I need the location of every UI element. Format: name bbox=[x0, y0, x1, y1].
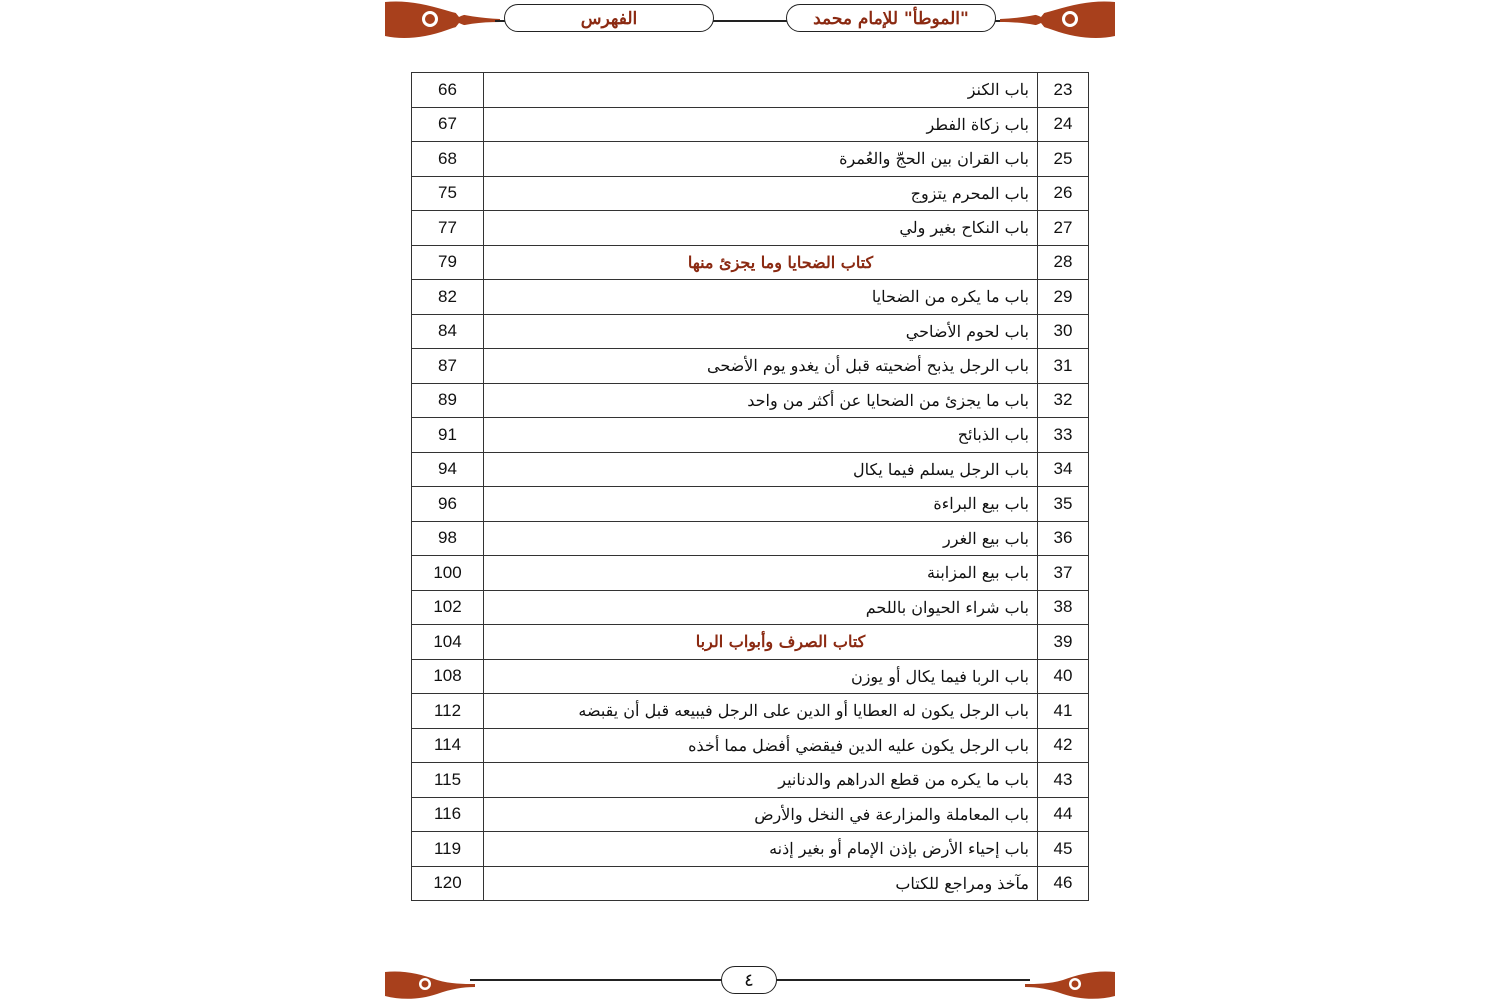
toc-row bbox=[412, 107, 1089, 142]
left-header-ornament bbox=[385, 0, 500, 40]
toc-row bbox=[412, 314, 1089, 349]
toc-row-number: 23 bbox=[1038, 73, 1089, 108]
toc-row-number: 25 bbox=[1038, 142, 1089, 177]
toc-row bbox=[412, 383, 1089, 418]
toc-row bbox=[412, 452, 1089, 487]
toc-chapter-title: مآخذ ومراجع للكتاب bbox=[484, 866, 1038, 901]
toc-chapter-title: باب الرجل يسلم فيما يكال bbox=[484, 452, 1038, 487]
toc-body bbox=[412, 73, 1089, 901]
toc-row bbox=[412, 832, 1089, 867]
toc-page-number: 87 bbox=[412, 349, 484, 384]
toc-page-number: 75 bbox=[412, 176, 484, 211]
left-footer-ornament bbox=[385, 968, 475, 1000]
toc-page-number: 84 bbox=[412, 314, 484, 349]
toc-page-number: 115 bbox=[412, 763, 484, 798]
toc-chapter-title: باب المعاملة والمزارعة في النخل والأرض bbox=[484, 797, 1038, 832]
toc-row-number: 46 bbox=[1038, 866, 1089, 901]
toc-chapter-title: باب زكاة الفطر bbox=[484, 107, 1038, 142]
toc-page-number: 119 bbox=[412, 832, 484, 867]
toc-row bbox=[412, 142, 1089, 177]
toc-row bbox=[412, 590, 1089, 625]
toc-row bbox=[412, 487, 1089, 522]
toc-chapter-title: باب المحرم يتزوج bbox=[484, 176, 1038, 211]
toc-chapter-title: باب النكاح بغير ولي bbox=[484, 211, 1038, 246]
toc-page-number: 102 bbox=[412, 590, 484, 625]
toc-page-number: 100 bbox=[412, 556, 484, 591]
toc-row-number: 24 bbox=[1038, 107, 1089, 142]
toc-chapter-title: باب الربا فيما يكال أو يوزن bbox=[484, 659, 1038, 694]
toc-row bbox=[412, 694, 1089, 729]
toc-page-number: 82 bbox=[412, 280, 484, 315]
toc-page-number: 66 bbox=[412, 73, 484, 108]
section-title: الفهرس bbox=[504, 4, 714, 32]
toc-row-number: 30 bbox=[1038, 314, 1089, 349]
toc-page-number: 91 bbox=[412, 418, 484, 453]
page-number: ٤ bbox=[721, 966, 777, 994]
toc-row bbox=[412, 211, 1089, 246]
toc-chapter-title: باب بيع الغرر bbox=[484, 521, 1038, 556]
toc-row-number: 33 bbox=[1038, 418, 1089, 453]
toc-row-number: 44 bbox=[1038, 797, 1089, 832]
toc-row-number: 34 bbox=[1038, 452, 1089, 487]
toc-row-number: 26 bbox=[1038, 176, 1089, 211]
toc-row bbox=[412, 763, 1089, 798]
toc-chapter-title: باب شراء الحيوان باللحم bbox=[484, 590, 1038, 625]
toc-row bbox=[412, 659, 1089, 694]
toc-row-number: 42 bbox=[1038, 728, 1089, 763]
toc-chapter-title: باب ما يكره من قطع الدراهم والدنانير bbox=[484, 763, 1038, 798]
toc-page-number: 98 bbox=[412, 521, 484, 556]
toc-row-number: 29 bbox=[1038, 280, 1089, 315]
toc-chapter-title: باب بيع المزابنة bbox=[484, 556, 1038, 591]
toc-page-number: 104 bbox=[412, 625, 484, 660]
toc-page-number: 120 bbox=[412, 866, 484, 901]
toc-chapter-title: باب الذبائح bbox=[484, 418, 1038, 453]
toc-row bbox=[412, 728, 1089, 763]
toc-row-number: 38 bbox=[1038, 590, 1089, 625]
toc-row bbox=[412, 349, 1089, 384]
toc-row-number: 37 bbox=[1038, 556, 1089, 591]
page-footer bbox=[0, 962, 1500, 1000]
book-title: "الموطأ" للإمام محمد bbox=[786, 4, 996, 32]
toc-chapter-title: باب ما يجزئ من الضحايا عن أكثر من واحد bbox=[484, 383, 1038, 418]
toc-page-number: 94 bbox=[412, 452, 484, 487]
toc-row-number: 43 bbox=[1038, 763, 1089, 798]
toc-page-number: 89 bbox=[412, 383, 484, 418]
toc-chapter-title: باب الرجل يذبح أضحيته قبل أن يغدو يوم الأضحى bbox=[484, 349, 1038, 384]
toc-page-number: 114 bbox=[412, 728, 484, 763]
toc-chapter-title: باب بيع البراءة bbox=[484, 487, 1038, 522]
toc-page-number: 112 bbox=[412, 694, 484, 729]
toc-row bbox=[412, 797, 1089, 832]
toc-chapter-title: باب لحوم الأضاحي bbox=[484, 314, 1038, 349]
toc-row-number: 39 bbox=[1038, 625, 1089, 660]
toc-chapter-title: باب الرجل يكون له العطايا أو الدين على الرجل فيبيعه قبل أن يقبضه bbox=[484, 694, 1038, 729]
toc-chapter-title: باب الكنز bbox=[484, 73, 1038, 108]
toc-page-number: 79 bbox=[412, 245, 484, 280]
toc-page-number: 108 bbox=[412, 659, 484, 694]
toc-row bbox=[412, 176, 1089, 211]
toc-book-heading: كتاب الصرف وأبواب الربا bbox=[484, 625, 1038, 660]
toc-book-heading: كتاب الضحايا وما يجزئ منها bbox=[484, 245, 1038, 280]
toc-row bbox=[412, 521, 1089, 556]
toc-row-number: 32 bbox=[1038, 383, 1089, 418]
toc-row-number: 41 bbox=[1038, 694, 1089, 729]
toc-chapter-title: باب القران بين الحجّ والعُمرة bbox=[484, 142, 1038, 177]
toc-chapter-title: باب الرجل يكون عليه الدين فيقضي أفضل مما أخذه bbox=[484, 728, 1038, 763]
toc-row-number: 36 bbox=[1038, 521, 1089, 556]
toc-page-number: 96 bbox=[412, 487, 484, 522]
toc-row bbox=[412, 625, 1089, 660]
page-header bbox=[0, 0, 1500, 44]
toc-row-number: 35 bbox=[1038, 487, 1089, 522]
toc-row bbox=[412, 245, 1089, 280]
toc-chapter-title: باب إحياء الأرض بإذن الإمام أو بغير إذنه bbox=[484, 832, 1038, 867]
toc-page-number: 68 bbox=[412, 142, 484, 177]
toc-chapter-title: باب ما يكره من الضحايا bbox=[484, 280, 1038, 315]
toc-page-number: 77 bbox=[412, 211, 484, 246]
toc-row-number: 28 bbox=[1038, 245, 1089, 280]
toc-row-number: 45 bbox=[1038, 832, 1089, 867]
right-footer-ornament bbox=[1025, 968, 1115, 1000]
toc-row-number: 40 bbox=[1038, 659, 1089, 694]
toc-row-number: 27 bbox=[1038, 211, 1089, 246]
toc-row-number: 31 bbox=[1038, 349, 1089, 384]
right-header-ornament bbox=[1000, 0, 1115, 40]
toc-row bbox=[412, 866, 1089, 901]
toc-row bbox=[412, 280, 1089, 315]
toc-page-number: 67 bbox=[412, 107, 484, 142]
toc-page-number: 116 bbox=[412, 797, 484, 832]
toc-row bbox=[412, 73, 1089, 108]
toc-table bbox=[411, 72, 1089, 901]
toc-row bbox=[412, 418, 1089, 453]
toc-row bbox=[412, 556, 1089, 591]
